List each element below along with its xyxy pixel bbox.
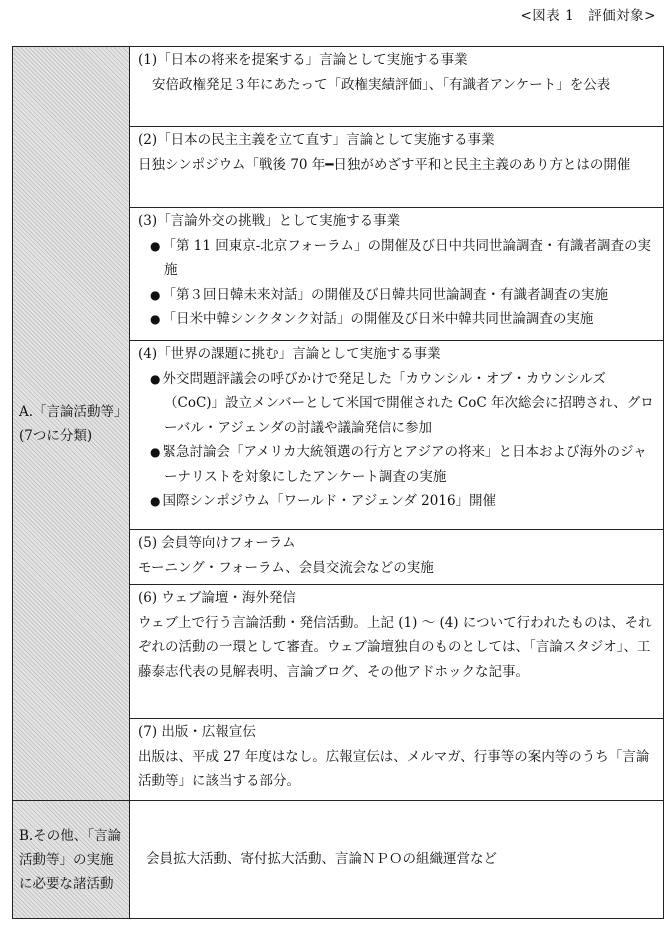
bullet-icon: ● [150, 494, 161, 508]
item-5-cell [130, 530, 664, 585]
list-item: ● 外交問題評議会の呼びかけで発足した「カウンシル・オブ・カウンシルズ（CoC)」設立メンバーとして米国で開催された CoC 年次総会に招聘され、グローバル・アジェンダの討議や議論発信に参加 [150, 370, 654, 436]
list-item: ● 「第３回日韓未来対話」の開催及び日韓共同世論調査・有識者調査の実施 [150, 286, 608, 303]
item-2-cell [130, 127, 664, 208]
list-item: ● 緊急討論会「アメリカ大統領選の行方とアジアの将来」と日本および海外のジャーナリストを対象にしたアンケート調査の実施 [150, 444, 647, 485]
bullet-icon: ● [150, 238, 161, 253]
item-4-cell [130, 341, 664, 530]
list-item: ● 国際シンポジウム「ワールド・アジェンダ 2016」開催 [150, 493, 497, 509]
item-2-heading: (2)「日本の民主主義を立て直す」言論として実施する事業 [138, 132, 495, 148]
item-b-text: 会員拡大活動、寄付拡大活動、言論ＮＰＯの組織運営など [146, 851, 497, 868]
bullet-icon: ● [150, 445, 161, 459]
item-3-heading: (3)「言論外交の挑戦」として実施する事業 [138, 213, 401, 229]
item-5-heading: (5) 会員等向けフォーラム [138, 535, 296, 551]
bullet-icon: ● [150, 287, 161, 302]
item-2-text: 日独シンポジウム「戦後 70 年━日独がめざす平和と民主主義のあり方とはの開催 [138, 156, 631, 173]
item-7-cell [130, 719, 664, 801]
category-a-cell [13, 47, 130, 801]
bullet-icon: ● [150, 312, 161, 326]
item-1-cell [130, 47, 664, 127]
evaluation-table [12, 46, 664, 919]
category-a-label: A.「言論活動等」(7つに分類) [19, 403, 121, 444]
item-6-cell [130, 585, 664, 719]
item-b-cell [130, 801, 664, 919]
item-3-cell [130, 208, 664, 341]
table-row [13, 801, 664, 919]
table-row [13, 47, 664, 127]
list-item: ● 「日米中韓シンクタンク対話」の開催及び日米中韓共同世論調査の実施 [150, 311, 594, 327]
item-7-heading: (7) 出版・広報宣伝 [138, 724, 256, 740]
category-b-label: B.その他、「言論活動等」の実施に必要な諸活動 [19, 827, 121, 892]
item-1-text: 安倍政権発足３年にあたって「政権実績評価」、「有識者アンケート」を公表 [152, 76, 611, 93]
item-5-text: モーニング・フォーラム、会員交流会などの実施 [138, 559, 434, 576]
item-7-text: 出版は、平成 27 年度はなし。広報宣伝は、メルマガ、行事等の案内等のうち「言論活動等」に該当する部分。 [138, 748, 650, 789]
figure-caption: <図表 1 評価対象> [520, 8, 656, 24]
item-4-heading: (4)「世界の課題に挑む」言論として実施する事業 [138, 346, 441, 362]
list-item: ● 「第 11 回東京-北京フォーラム」の開催及び日中共同世論調査・有識者調査の実施 [150, 237, 651, 278]
bullet-icon: ● [150, 371, 161, 386]
category-b-cell [13, 801, 130, 919]
item-6-text: ウェブ上で行う言論活動・発信活動。上記 (1) ～ (4) について行われたものは、それぞれの活動の一環として審査。ウェブ論壇独自のものとしては、「言論スタジオ」、工藤泰志代表の見解表明、言論ブログ、その他アドホックな記事。 [138, 614, 652, 680]
item-1-heading: (1)「日本の将来を提案する」言論として実施する事業 [138, 52, 468, 68]
item-6-heading: (6) ウェブ論壇・海外発信 [138, 590, 296, 606]
